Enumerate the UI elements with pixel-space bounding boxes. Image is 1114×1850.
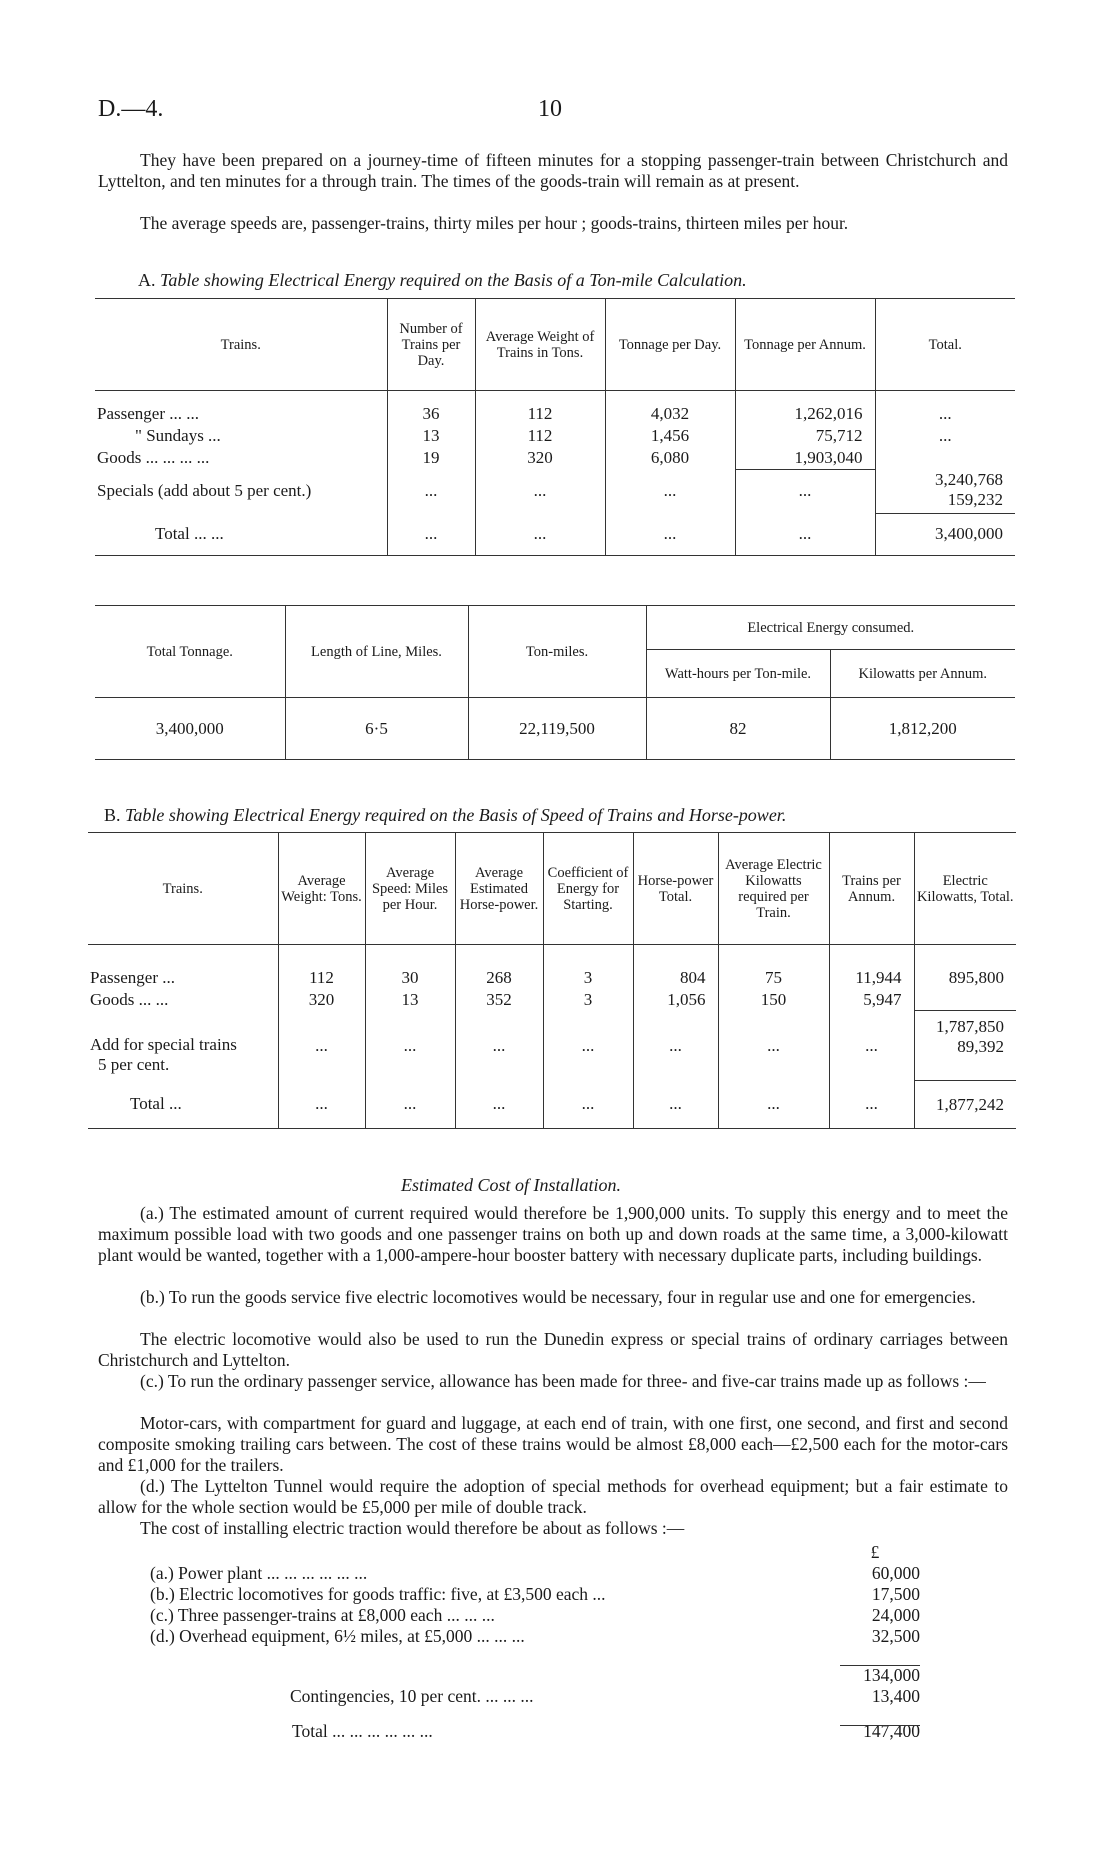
header-average-weight: Average Weight: Tons. bbox=[278, 833, 365, 945]
header-average-speed: Average Speed: Miles per Hour. bbox=[365, 833, 455, 945]
page-number: 10 bbox=[538, 96, 562, 122]
header-trains: Trains. bbox=[88, 833, 278, 945]
cost-subtotal: 134,000 bbox=[863, 1665, 920, 1685]
table-row: Passenger ... 112 30 268 3 804 75 11,944 895,800 bbox=[88, 967, 1016, 989]
table-row-special: Add for special trains 5 per cent. ... ... ... ... ... ... ... 1,787,850 89,392 bbox=[88, 1011, 1016, 1081]
header-kilowatts-total: Electric Kilowatts, Total. bbox=[914, 833, 1016, 945]
table-row: Passenger ... ... 36 112 4,032 1,262,016 ... bbox=[95, 403, 1015, 425]
header-electrical-energy: Electrical Energy consumed. bbox=[646, 606, 1015, 650]
table-row-total: Total ... ... ... ... ... ... ... ... 1,877,242 bbox=[88, 1081, 1016, 1129]
cost-paragraph-a: (a.) The estimated amount of current required would therefore be 1,900,000 units. To supply this energy and to meet the maximum possible load with two goods and one passenger trains on both up and down roads at the same time, a 3,000-kilowatt plant would be wanted, together with a 1,000-ampere-hour booster battery with necessary duplicate parts, including buildings. bbox=[98, 1203, 1008, 1265]
cost-total: Total ... ... ... ... ... ... 147,400 bbox=[292, 1721, 920, 1741]
cost-paragraph-summary: The cost of installing electric traction would therefore be about as follows :— bbox=[140, 1518, 685, 1538]
table-row: Specials (add about 5 per cent.) ... ... ... ... 3,240,768 159,232 bbox=[95, 469, 1015, 513]
cost-item: (b.) Electric locomotives for goods traffic: five, at £3,500 each ... 17,500 bbox=[150, 1584, 920, 1604]
table-row: Goods ... ... ... ... 19 320 6,080 1,903,040 bbox=[95, 447, 1015, 470]
table-a bbox=[95, 298, 1015, 556]
table-row-total: Total ... ... ... ... ... ... 3,400,000 bbox=[95, 513, 1015, 555]
header-total: Total. bbox=[875, 299, 1015, 391]
header-number-of-trains: Number of Trains per Day. bbox=[387, 299, 475, 391]
cost-paragraph-b: (b.) To run the goods service five electric locomotives would be necessary, four in regular use and one for emergencies. bbox=[140, 1287, 976, 1307]
intro-paragraph-1: They have been prepared on a journey-time of fifteen minutes for a stopping passenger-train between Christchurch and Lyttelton, and ten minutes for a through train. The times of the goods-train will remain as at present. bbox=[98, 150, 1008, 191]
header-electric-kilowatts: Average Electric Kilowatts required per Train. bbox=[718, 833, 829, 945]
table-a-energy bbox=[95, 605, 1015, 760]
currency-symbol: £ bbox=[870, 1542, 880, 1562]
header-total-tonnage: Total Tonnage. bbox=[95, 606, 285, 698]
header-ton-miles: Ton-miles. bbox=[468, 606, 646, 698]
cost-paragraph-motor-cars: Motor-cars, with compartment for guard and luggage, at each end of train, with one first, one second, and first and second composite smoking trailing cars between. The cost of these trains would be almost £8,000 each—£2,500 each for the motor-cars and £1,000 for the trailers. bbox=[98, 1413, 1008, 1475]
intro-paragraph-2: The average speeds are, passenger-trains, thirty miles per hour ; goods-trains, thirteen miles per hour. bbox=[140, 213, 849, 233]
cost-paragraph-c: (c.) To run the ordinary passenger service, allowance has been made for three- and five-car trains made up as follows :— bbox=[140, 1371, 986, 1391]
header-kilowatts-per-annum: Kilowatts per Annum. bbox=[830, 650, 1015, 698]
table-row: " Sundays ... 13 112 1,456 75,712 ... bbox=[95, 425, 1015, 447]
table-b bbox=[88, 832, 1016, 1129]
header-estimated-horse-power: Average Estimated Horse-power. bbox=[455, 833, 543, 945]
total-rule bbox=[840, 1725, 920, 1726]
cost-paragraph-d: (d.) The Lyttelton Tunnel would require the adoption of special methods for overhead equipment; but a fair estimate to allow for the whole section would be £5,000 per mile of double track. bbox=[98, 1476, 1008, 1517]
table-row: 3,400,000 6·5 22,119,500 82 1,812,200 bbox=[95, 698, 1015, 760]
table-a-caption: A. Table showing Electrical Energy required on the Basis of a Ton-mile Calculation. bbox=[138, 270, 747, 290]
cost-item: (c.) Three passenger-trains at £8,000 each ... ... ... 24,000 bbox=[150, 1605, 920, 1625]
cost-contingencies: Contingencies, 10 per cent. ... ... ... 13,400 bbox=[290, 1686, 920, 1706]
header-watt-hours: Watt-hours per Ton-mile. bbox=[646, 650, 830, 698]
subtotal-rule bbox=[840, 1665, 920, 1666]
header-average-weight: Average Weight of Trains in Tons. bbox=[475, 299, 605, 391]
header-tonnage-per-annum: Tonnage per Annum. bbox=[735, 299, 875, 391]
cost-item: (d.) Overhead equipment, 6½ miles, at £5,000 ... ... ... 32,500 bbox=[150, 1626, 920, 1646]
cost-section-title: Estimated Cost of Installation. bbox=[401, 1175, 622, 1195]
cost-paragraph-locomotive: The electric locomotive would also be used to run the Dunedin express or special trains of ordinary carriages between Christchurch and Lyttelton. bbox=[98, 1329, 1008, 1370]
header-trains-per-annum: Trains per Annum. bbox=[829, 833, 914, 945]
header-tonnage-per-day: Tonnage per Day. bbox=[605, 299, 735, 391]
table-row: Goods ... ... 320 13 352 3 1,056 150 5,947 bbox=[88, 989, 1016, 1011]
header-horse-power-total: Horse-power Total. bbox=[633, 833, 718, 945]
document-reference: D.—4. bbox=[98, 96, 164, 122]
table-b-caption: B. Table showing Electrical Energy required on the Basis of Speed of Trains and Horse-power. bbox=[104, 805, 787, 825]
cost-breakdown bbox=[150, 1542, 920, 1742]
header-trains: Trains. bbox=[95, 299, 387, 391]
header-coefficient: Coefficient of Energy for Starting. bbox=[543, 833, 633, 945]
cost-item: (a.) Power plant ... ... ... ... ... ... 60,000 bbox=[150, 1563, 920, 1583]
header-length-of-line: Length of Line, Miles. bbox=[285, 606, 468, 698]
